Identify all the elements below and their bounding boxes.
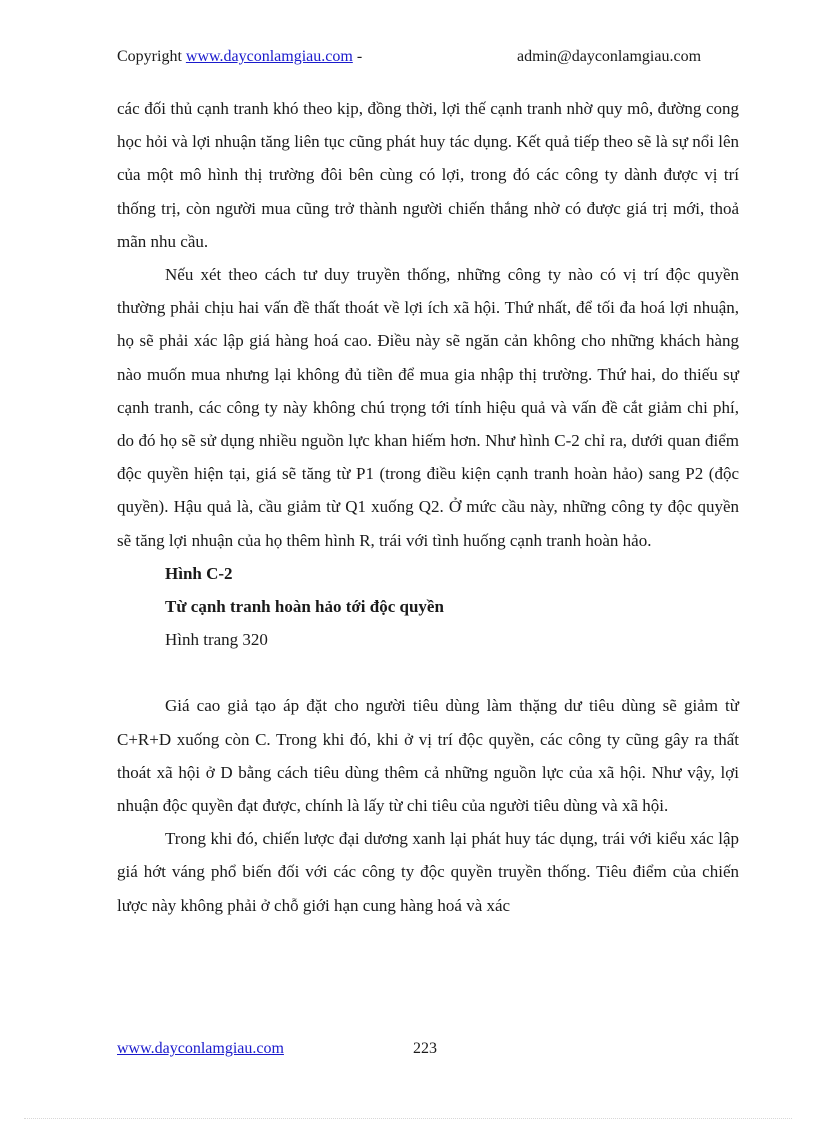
header-site-link[interactable]: www.dayconlamgiau.com — [185, 48, 353, 65]
paragraph-4: Trong khi đó, chiến lược đại dương xanh lại phát huy tác dụng, trái với kiểu xác lập giá hớt váng phổ biến đối với các công ty độc quyền truyền thống. Tiêu điểm của chiến lược này không phải ở chỗ giới hạn cung hàng hoá và xác — [117, 829, 739, 915]
copyright-line — [117, 48, 362, 66]
header-email: admin@dayconlamgiau.com — [517, 48, 702, 65]
document-body — [117, 92, 739, 922]
footer-site-link[interactable]: www.dayconlamgiau.com — [117, 1040, 284, 1057]
page-footer — [117, 1040, 737, 1064]
figure-title: Từ cạnh tranh hoàn hảo tới độc quyền — [165, 597, 444, 617]
paragraph-2: Nếu xét theo cách tư duy truyền thống, những công ty nào có vị trí độc quyền thường phải chịu hai vấn đề thất thoát về lợi ích xã hội. Thứ nhất, để tối đa hoá lợi nhuận, họ sẽ phải xác lập giá hàng hoá cao. Điều này sẽ ngăn cản không cho những khách hàng nào muốn mua nhưng lại không đủ tiền để mua gia nhập thị trường. Thứ hai, do thiếu sự cạnh tranh, các công ty này không chú trọng tới tính hiệu quả và vấn đề cắt giảm chi phí, do đó họ sẽ sử dụng nhiều nguồn lực khan hiếm hơn. Như hình C-2 chỉ ra, dưới quan điểm độc quyền hiện tại, giá sẽ tăng từ P1 (trong điều kiện cạnh tranh hoàn hảo) sang P2 (độc quyền). Hậu quả là, cầu giảm từ Q1 xuống Q2. Ở mức cầu này, những công ty độc quyền sẽ tăng lợi nhuận của họ thêm hình R, trái với tình huống cạnh tranh hoàn hảo. — [117, 265, 739, 550]
paragraph-3: Giá cao giả tạo áp đặt cho người tiêu dùng làm thặng dư tiêu dùng sẽ giảm từ C+R+D xuống còn C. Trong khi đó, khi ở vị trí độc quyền, các công ty cũng gây ra thất thoát xã hội ở D bằng cách tiêu dùng thêm cả những nguồn lực của xã hội. Như vậy, lợi nhuận độc quyền đạt được, chính là lấy từ chi tiêu của người tiêu dùng và xã hội. — [117, 696, 739, 816]
figure-label: Hình C-2 — [165, 563, 233, 583]
page-number: 223 — [413, 1040, 437, 1057]
figure-note: Hình trang 320 — [165, 630, 268, 650]
paragraph-1: các đối thủ cạnh tranh khó theo kịp, đồng thời, lợi thế cạnh tranh nhờ quy mô, đường cong học hỏi và lợi nhuận tăng liên tục cũng phát huy tác dụng. Kết quả tiếp theo sẽ là sự nổi lên của một mô hình thị trường đôi bên cùng có lợi, trong đó các công ty dành được vị trí thống trị, còn người mua cũng trở thành người chiến thắng nhờ có được giá trị mới, thoả mãn nhu cầu. — [117, 99, 739, 251]
spacer — [117, 656, 739, 689]
page-header — [117, 48, 737, 72]
page-bottom-divider — [24, 1118, 792, 1119]
copyright-label: Copyright — [117, 48, 182, 65]
header-separator: - — [356, 48, 363, 65]
